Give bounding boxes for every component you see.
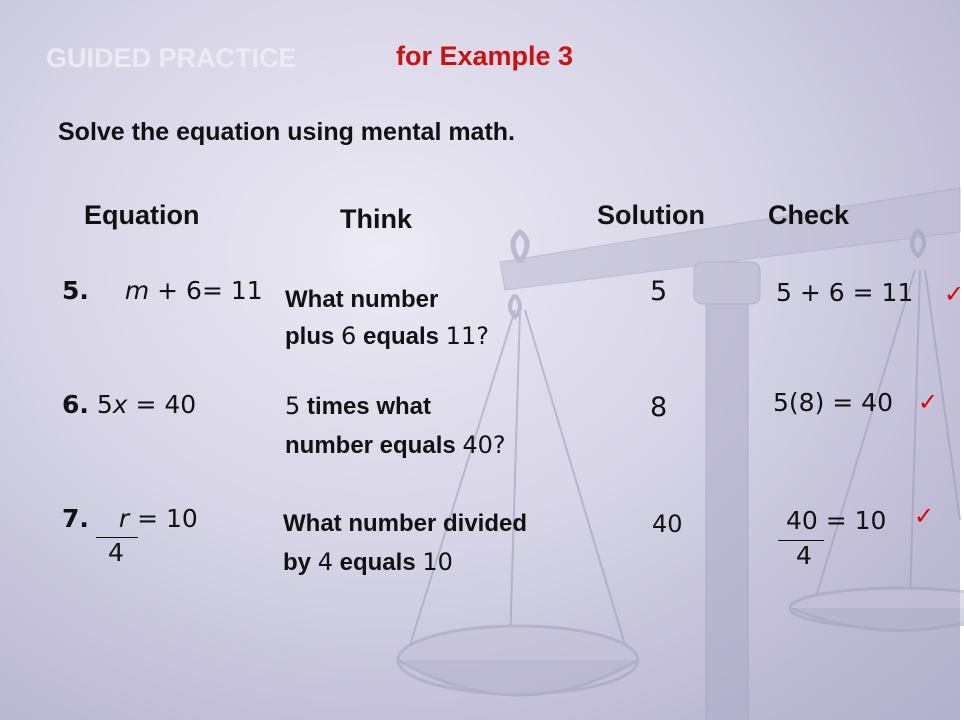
think-row-6 — [285, 387, 506, 465]
column-header-solution: Solution — [597, 200, 705, 230]
check-mark-icon: ✓ — [944, 280, 964, 308]
think-line-2: number equals 40? — [285, 431, 506, 459]
variable: m — [124, 276, 150, 305]
check-mark-icon: ✓ — [914, 502, 935, 530]
instruction-text: Solve the equation using mental math. — [58, 118, 516, 146]
solution-row-5: 5 — [650, 276, 668, 307]
think-row-7 — [283, 505, 527, 582]
think-line-1: What number — [285, 286, 439, 313]
check-row-5: 5 + 6 = 11 — [776, 278, 914, 307]
equation-denominator: 4 — [108, 538, 124, 567]
variable: r — [118, 504, 130, 533]
column-header-think: Think — [340, 204, 412, 234]
row-number: 7. — [62, 504, 89, 533]
think-line-2: by 4 equals 10 — [283, 548, 453, 576]
for-example-label: for Example 3 — [396, 41, 574, 71]
equation-rest: + 6= 11 — [149, 276, 263, 305]
solution-row-6: 8 — [650, 392, 668, 423]
check-row-6: 5(8) = 40 — [773, 388, 893, 417]
solution-row-7: 40 — [652, 510, 683, 538]
equation-row-7: 7. r = 10 — [62, 504, 198, 533]
check-row-7-denominator: 4 — [796, 541, 812, 570]
think-line-2: plus 6 equals 11? — [285, 322, 489, 350]
equation-row-5 — [62, 276, 263, 305]
think-row-5 — [285, 282, 489, 355]
column-header-equation: Equation — [84, 200, 200, 230]
think-line-1: What number divided — [283, 510, 528, 537]
equation-row-6: 6. 5x = 40 — [62, 390, 197, 419]
variable: x — [112, 390, 128, 419]
check-mark-icon: ✓ — [918, 388, 939, 416]
row-number: 6. — [62, 390, 89, 419]
think-line-1: 5 times what — [285, 392, 431, 420]
column-header-check: Check — [768, 200, 850, 230]
row-number: 5. — [62, 276, 89, 305]
guided-practice-label: GUIDED PRACTICE — [46, 43, 297, 73]
check-row-7-numerator: 40 = 10 — [786, 506, 887, 535]
